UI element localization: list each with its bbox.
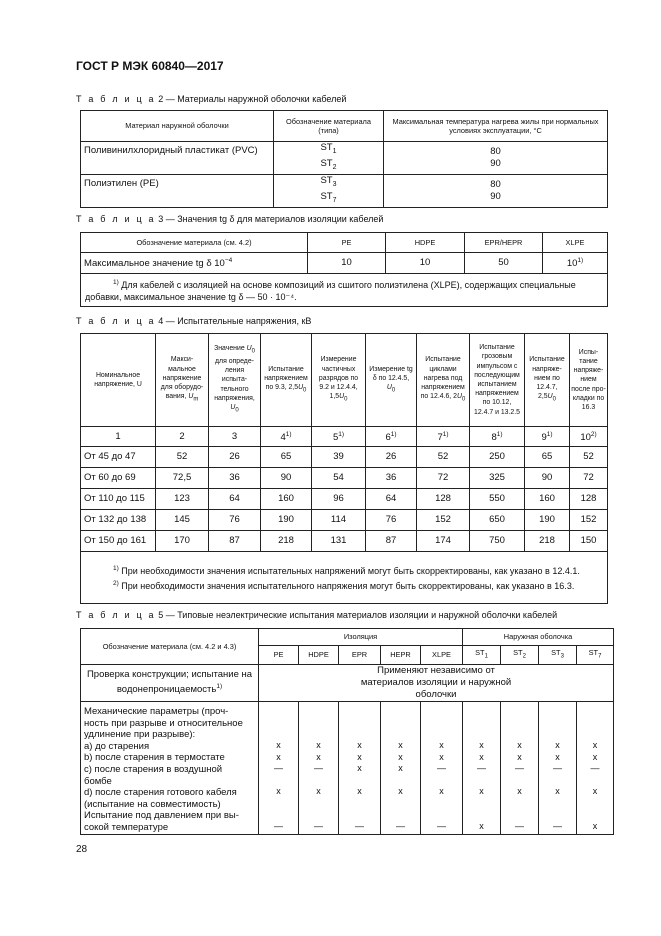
table-header-cell: Испытание напряжением после прокладки по 16.3 [570,334,608,427]
row-label: Проверка конструкции; испытание на водонепроницаемость [86,669,253,696]
table-note-row [81,552,608,604]
table2-label: Т а б л и ц а [76,94,156,104]
table-cell: 650 [470,510,525,531]
subscript: 0 [303,387,307,394]
table-cell [312,427,366,447]
footnote-ref: 1) [577,257,584,265]
table-cell: 131 [312,531,366,552]
table-cell: 50 [465,253,543,274]
table-cell [261,427,312,447]
table-group-header: Изоляция [259,629,463,646]
subscript: 0 [391,387,396,394]
mark: x [276,751,281,762]
table-cell: 160 [261,489,312,510]
mark: — [437,763,446,774]
table2-caption [76,94,346,104]
table-cell: Применяют независимо от материалов изоляции и наружной оболочки [259,665,614,702]
table-row [81,531,608,552]
table-cell: 52 [417,447,470,468]
row-text: d) после старения готового кабеля [84,787,237,799]
code: ST [513,648,523,658]
table-group-header: Наружная оболочка [463,629,614,646]
mark: x [357,763,362,774]
col-number: 10 [580,432,591,444]
table-cell: 123 [156,489,209,510]
page-number: 28 [76,844,88,855]
table-header-cell [463,646,501,665]
mark: x [439,751,444,762]
footnote [85,578,603,593]
code-sub: 3 [560,653,564,660]
table-cell [366,427,417,447]
table-header-cell [156,334,209,427]
table-cell [577,702,614,835]
table-row [81,142,608,175]
mark: x [555,740,560,750]
table4-title: 4 — Испытательные напряжения, кВ [155,316,312,326]
table-cell: От 110 до 115 [81,489,156,510]
table-cell: 64 [366,489,417,510]
value: 90 [490,190,501,202]
code: ST [475,648,485,658]
footnote-ref: 2) [590,430,597,438]
table-cell: 145 [156,510,209,531]
row-text: ность при разрыве и относительное [84,717,243,729]
table-header-cell: HDPE [299,646,339,665]
standard-number: ГОСТ Р МЭК 60840—2017 [76,59,224,73]
symbol: U [188,393,194,401]
mark: x [479,786,484,797]
footnote-ref: 1) [496,430,503,438]
mark: x [479,751,484,762]
table-cell [81,253,308,274]
symbol: U [339,393,345,401]
col-number: 7 [437,432,443,444]
table-cell: 128 [570,489,608,510]
table-cell: 36 [209,468,261,489]
mark: x [479,740,484,750]
mark: — [553,820,563,831]
col-number: 2 [179,430,185,442]
code: ST [551,648,561,658]
code: ST [320,190,333,202]
mark: x [517,751,522,762]
table-cell: От 150 до 161 [81,531,156,552]
table-header-cell: HEPR [381,646,421,665]
table-cell [384,174,608,207]
table-cell: 54 [312,468,366,489]
table-cell: 190 [525,510,570,531]
mark: x [592,740,598,750]
table-cell: 76 [209,510,261,531]
table5-title: 5 — Типовые неэлектрические испытания материалов изоляции и наружной оболочки кабелей [155,610,558,620]
table-cell: От 45 до 47 [81,447,156,468]
table-cell [539,702,577,835]
mark: — [437,820,446,831]
table-cell: 152 [570,510,608,531]
table-header-row [81,629,614,646]
row-text: (испытание на совместимость) [84,798,221,810]
table-cell [570,427,608,447]
table-header-cell: Обозначение материала (типа) [274,111,384,142]
row-text: бомбе [84,775,112,787]
table4-caption [76,316,311,326]
subscript: 0 [552,396,556,403]
mark: x [592,751,598,762]
mark: — [396,820,405,831]
table3-caption [76,214,383,224]
table5-caption [76,610,557,620]
symbol: U [298,383,304,391]
header-text: Испытание напряжением по 12.4.7, 2,5 [529,356,565,401]
header-text: Испытание циклами нагрева под напряжением по 12.4.6, 2 [420,356,465,401]
header-text: для определения испытательного напряжения, [214,357,255,402]
table-header-cell: EPR [339,646,381,665]
mark: x [592,820,598,831]
mark: — [314,820,323,831]
col-number: 6 [385,432,391,444]
table-cell: 26 [366,447,417,468]
table-cell: 87 [209,531,261,552]
table-cell: 10 [308,253,386,274]
table-cell: 52 [570,447,608,468]
mark: — [314,763,323,774]
table-row [81,489,608,510]
table-cell [274,174,384,207]
table-cell: 550 [470,489,525,510]
footnote-text: При необходимости значения испытательного напряжения могут быть скорректированы, как указано в 16.3. [118,580,575,591]
table-row [81,447,608,468]
table-cell: 218 [525,531,570,552]
table-cell: 52 [156,447,209,468]
table-header-row [81,111,608,142]
header-text: Значение [214,345,245,353]
value: 80 [490,145,501,157]
table-cell [81,427,156,447]
table-cell: 65 [261,447,312,468]
mark: — [553,763,563,774]
mark: x [439,786,444,797]
table-header-cell [501,646,539,665]
header-text: Измерение частичных разрядов по 9.2 и 12.4.4, 1,5 [318,356,359,401]
row-text: сокой температуре [84,821,169,833]
row-text: c) после старения в воздушной [84,763,223,775]
table-cell: 190 [261,510,312,531]
mark: x [555,751,560,762]
mark: x [517,786,522,797]
table-footnotes [81,552,608,604]
subscript: 0 [344,396,348,403]
col-number: 9 [541,432,547,444]
mark: — [274,763,283,774]
subscript: m [193,396,199,403]
table3-label: Т а б л и ц а [76,214,156,224]
exponent: −4 [224,257,233,265]
table-header-cell: Материал наружной оболочки [81,111,274,142]
value: 80 [490,178,501,190]
table-cell: 250 [470,447,525,468]
col-number: 4 [280,432,286,444]
table-cell [339,702,381,835]
table-cell [501,702,539,835]
col-number: 1 [115,430,121,442]
table-row [81,665,614,702]
table-cell: 218 [261,531,312,552]
table-cell: 325 [470,468,525,489]
table-cell [81,702,259,835]
table-cell [156,427,209,447]
footnote-ref: 1) [338,430,345,438]
table-header-cell [525,334,570,427]
table-row [81,174,608,207]
table5-label: Т а б л и ц а [76,610,156,620]
footnote-marker: 1) [113,565,119,572]
table-2 [80,110,608,208]
table-cell [417,427,470,447]
table-cell: 90 [525,468,570,489]
mark: — [274,820,283,831]
mark: x [398,786,403,797]
table-header-cell: EPR/HEPR [465,233,543,253]
mark: x [398,751,403,762]
table-cell: 152 [417,510,470,531]
table-cell [259,702,299,835]
col-number: 3 [231,430,238,442]
table-number-row [81,427,608,447]
mark: x [316,751,321,762]
footnote-ref: 1) [285,430,292,438]
mark: — [515,820,525,831]
table-cell: 26 [209,447,261,468]
table-5 [80,628,614,835]
code: ST [588,648,599,658]
table-cell: 72,5 [156,468,209,489]
row-text: Механические параметры (проч- [84,706,229,717]
table-cell [543,253,608,274]
table-header-cell: Максимальная температура нагрева жилы при нормальных условиях эксплуатации, °С [384,111,608,142]
table-cell [81,665,259,702]
footnote-marker: 2) [113,579,119,587]
mark: x [357,786,362,797]
code-sub: 7 [332,196,337,204]
table-cell: 64 [209,489,261,510]
table-cell: 128 [417,489,470,510]
table-cell: 72 [570,468,608,489]
table-cell: 65 [525,447,570,468]
code: ST [320,157,333,169]
table-note-row [81,274,608,307]
header-text: Максимальное напряжение для оборудования, [160,356,204,401]
mark: x [517,740,522,750]
mark: — [355,820,364,831]
table-header-cell: Номинальное напряжение, U [81,334,156,427]
value: 10 [566,258,578,270]
table-cell [525,427,570,447]
table-header-cell: HDPE [386,233,465,253]
table-cell: 72 [417,468,470,489]
code: ST [320,142,333,153]
table-header-cell: XLPE [543,233,608,253]
table-cell [463,702,501,835]
table-cell: 90 [261,468,312,489]
header-text: Испытание напряжением по 9.3, 2,5 [264,365,308,391]
table-header-cell: XLPE [421,646,463,665]
code-sub: 1 [484,653,488,660]
col-number: 8 [491,432,497,444]
table-row [81,468,608,489]
table-cell: 750 [470,531,525,552]
table-cell: 10 [386,253,465,274]
mark: x [439,740,444,750]
table-cell: Полиэтилен (PE) [81,174,274,207]
table-4 [80,333,608,604]
table-header-cell: PE [308,233,386,253]
table-footnote [81,274,608,307]
code-sub: 1 [332,147,337,155]
code-sub: 2 [522,653,526,660]
mark: — [477,763,487,774]
table-header-cell [261,334,312,427]
table-cell [274,142,384,175]
table-header-cell [577,646,614,665]
table-header-row [81,233,608,253]
table-cell: 114 [312,510,366,531]
table-header-cell [209,334,261,427]
table2-title: 2 — Материалы наружной оболочки кабелей [155,94,347,104]
subscript: 0 [251,348,255,355]
table-cell: 76 [366,510,417,531]
table-cell [299,702,339,835]
table-cell [470,427,525,447]
table-row [81,702,614,835]
row-text: удлинение при разрыве): [84,729,196,741]
table-header-cell [539,646,577,665]
table-header-cell: Обозначение материала (см. 4.2) [81,233,308,253]
mark: x [276,786,281,797]
table4-label: Т а б л и ц а [76,316,156,326]
symbol: U [246,345,252,353]
mark: — [590,763,600,774]
code: ST [320,174,333,186]
footnote-ref: 1) [216,683,223,691]
mark: x [398,740,403,750]
subscript: 0 [235,407,239,414]
mark: x [357,751,362,762]
table-cell [384,142,608,175]
table-cell: 36 [366,468,417,489]
footnote [85,563,603,578]
table-header-cell: Обозначение материала (см. 4.2 и 4.3) [81,629,259,665]
code-sub: 3 [332,180,337,188]
footnote-ref: 1) [390,430,397,438]
table-cell: 87 [366,531,417,552]
symbol: U [547,393,553,401]
mark: x [316,786,321,797]
mark: x [592,786,598,797]
table-header-cell [417,334,470,427]
mark: x [398,763,403,774]
mark: — [515,763,525,774]
mark: x [555,786,560,797]
table-cell: Поливинилхлоридный пластикат (PVC) [81,142,274,175]
table-cell: 96 [312,489,366,510]
table-header-cell: Испытание грозовым импульсом с последующим испытанием напряжением по 10.12, 12.4.7 и 13.2.5 [470,334,525,427]
table-cell [381,702,421,835]
row-text: b) после старения в термостате [84,752,225,764]
table3-title: 3 — Значения tg δ для материалов изоляции кабелей [155,214,384,224]
table-3 [80,232,608,307]
table-header-cell [366,334,417,427]
table-cell: От 60 до 69 [81,468,156,489]
row-text: a) до старения [84,740,150,752]
mark: x [316,740,321,750]
row-label: Максимальное значение tg δ 10 [84,258,225,270]
row-text: Испытание под давлением при вы- [84,810,239,822]
table-cell: 150 [570,531,608,552]
mark: x [479,820,484,831]
symbol: U [456,393,462,401]
table-header-cell: PE [259,646,299,665]
code-sub: 7 [598,653,602,660]
footnote-ref: 1) [442,430,449,438]
code-sub: 2 [332,163,337,171]
footnote-text: При необходимости значения испытательных напряжений могут быть скорректированы, как указано в 12.4.1. [118,566,580,576]
symbol: U [386,383,392,391]
footnote-text: Для кабелей с изоляцией на основе композиций из сшитого полиэтилена (XLPE), содержащих специальные добавки, максимальное значение tg δ — 50 · 10⁻⁴. [85,280,576,302]
header-text: Измерение tg δ по 12.4.5, [369,365,413,382]
mark: x [276,740,281,750]
table-cell: 160 [525,489,570,510]
table-cell: 39 [312,447,366,468]
mark: x [357,740,362,750]
symbol: U [230,404,236,411]
col-number: 5 [332,432,339,444]
table-row [81,510,608,531]
subscript: 0 [461,396,466,403]
table-header-row [81,334,608,427]
value: 90 [490,157,501,169]
table-header-cell [312,334,366,427]
table-cell: 174 [417,531,470,552]
footnote-ref: 1) [546,430,553,438]
table-cell: От 132 до 138 [81,510,156,531]
footnote-marker: 1) [113,279,119,286]
table-cell [421,702,463,835]
table-cell [209,427,261,447]
table-row [81,253,608,274]
table-cell: 170 [156,531,209,552]
